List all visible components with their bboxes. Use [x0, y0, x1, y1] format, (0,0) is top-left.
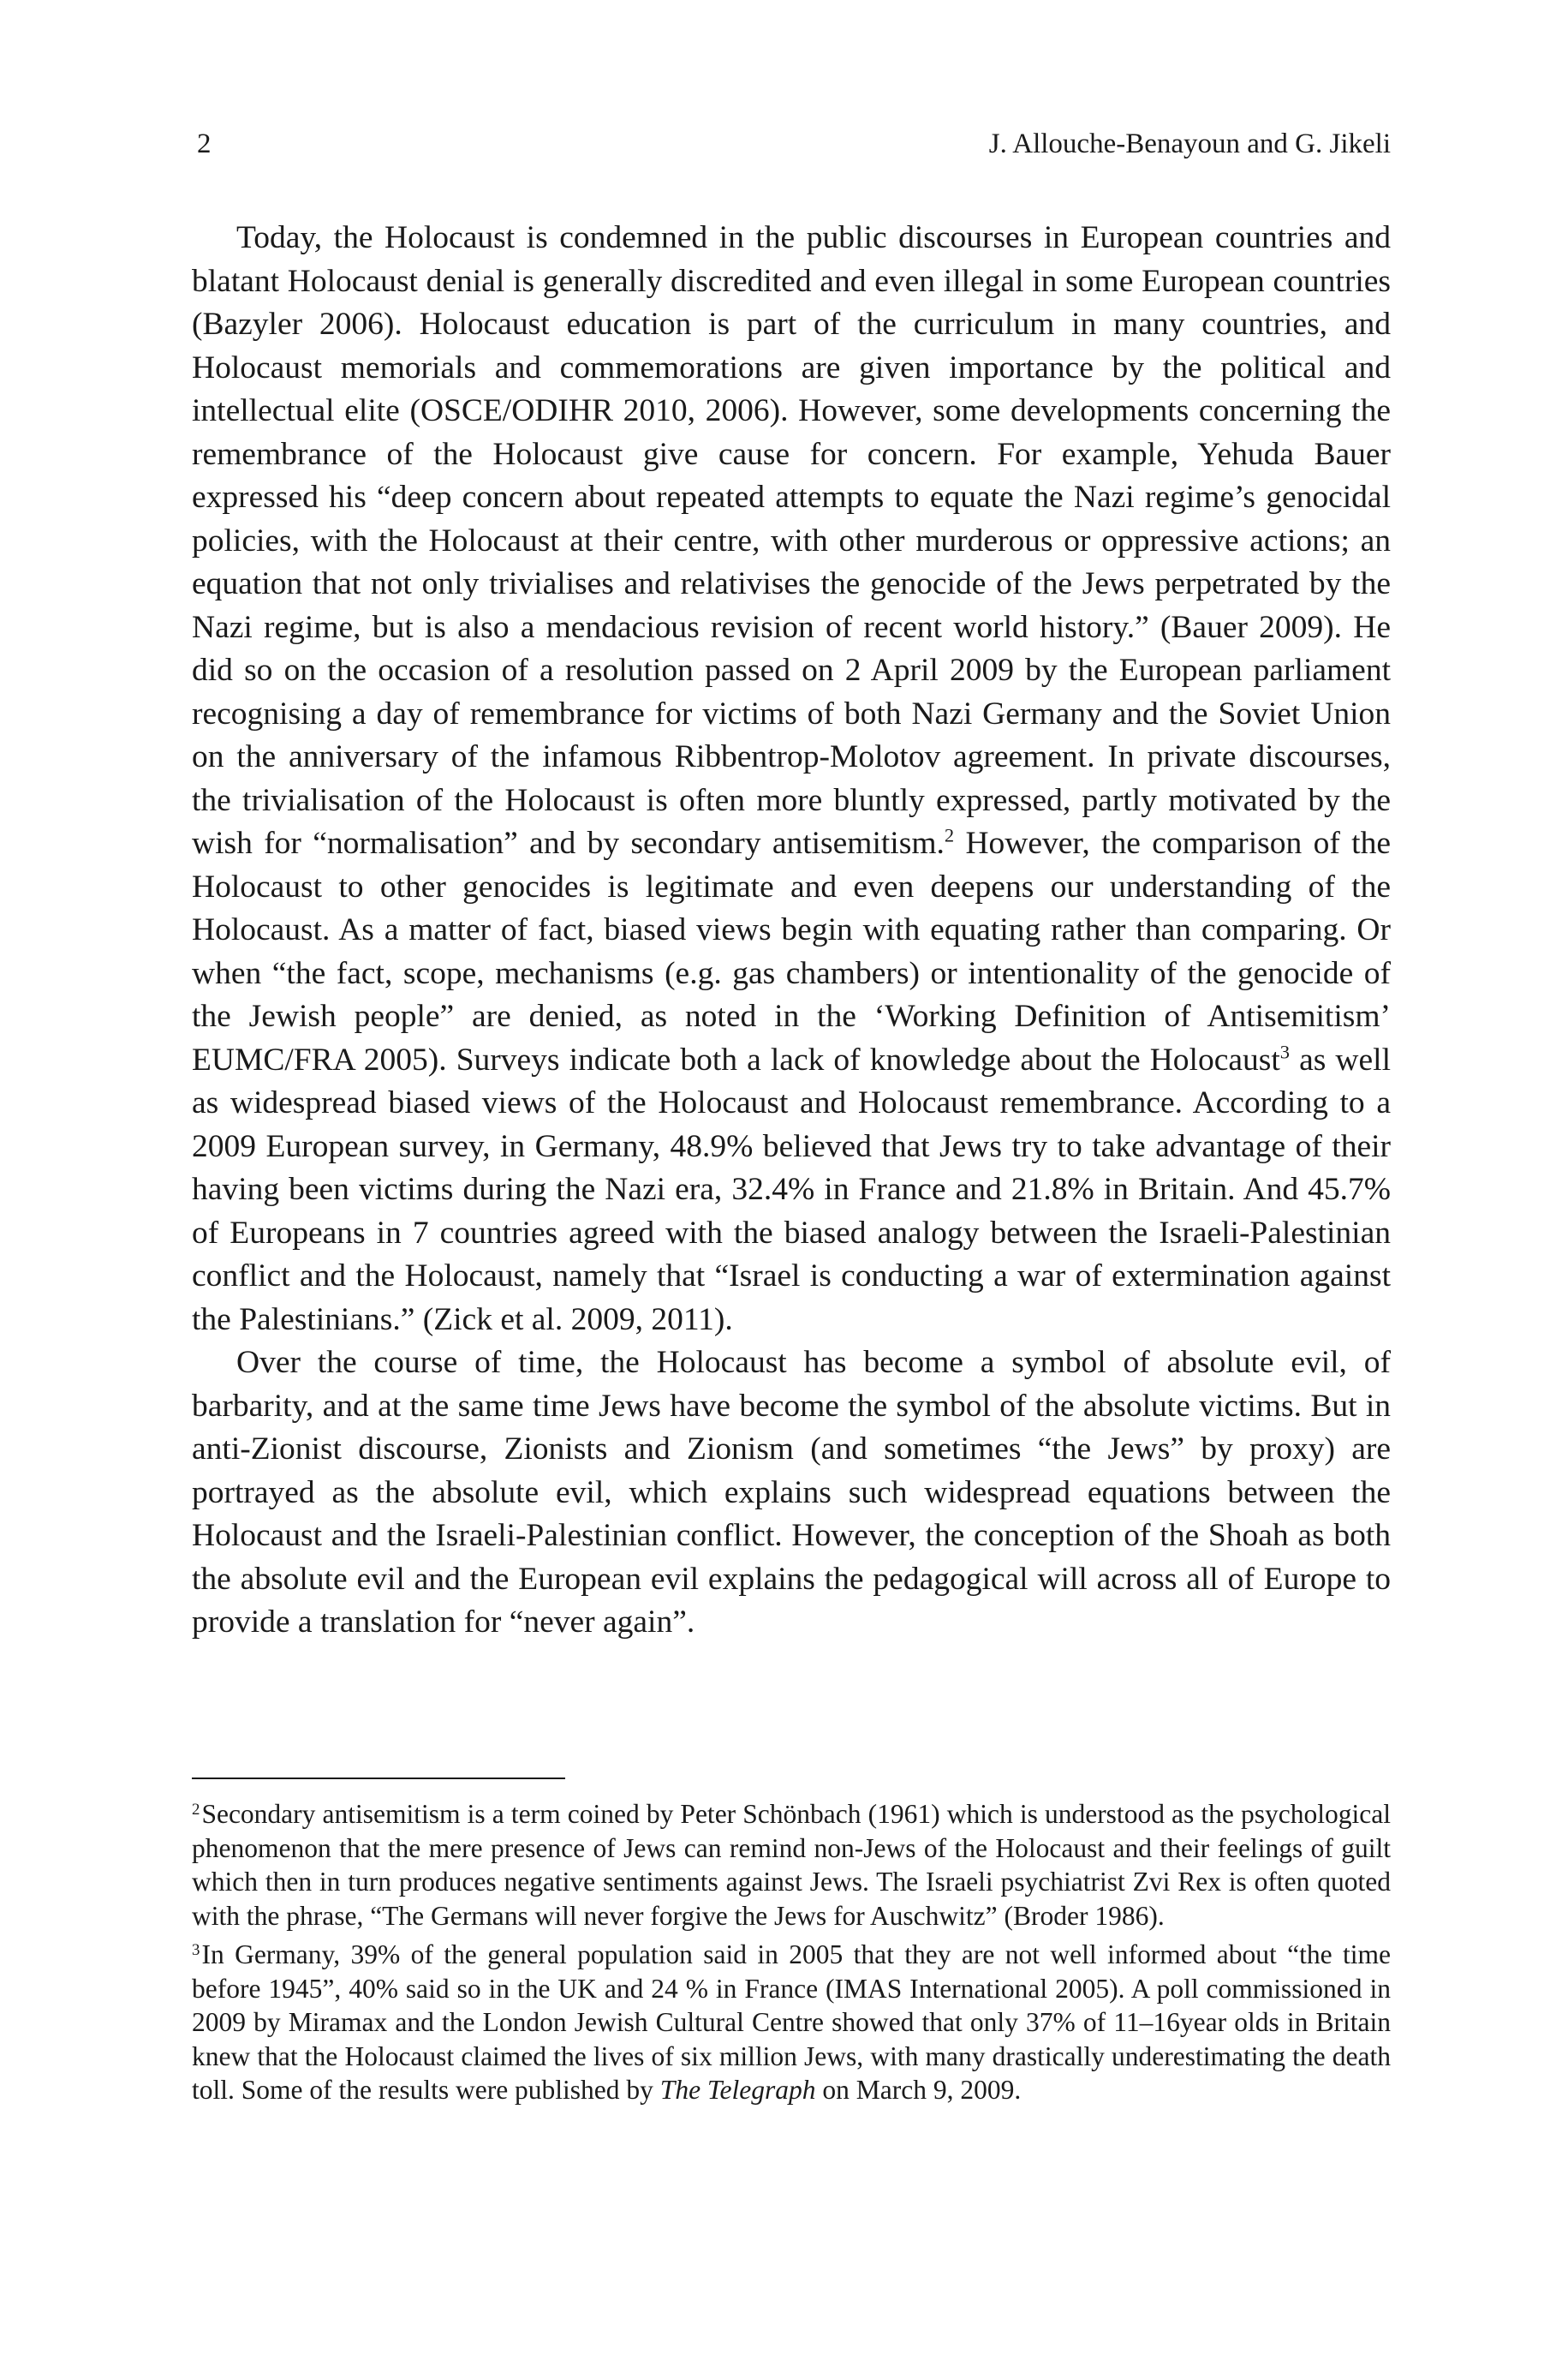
paragraph-text: as well as widespread biased views of the Holocaust and Holocaust remembrance. According to a 2009 European survey, in Germany, 48.9% believed that Jews try to take advantage of their having been victims during the Nazi era, 32.4% in France and 21.8% in Britain. And 45.7% of Europeans in 7 countries agreed with the biased analogy between the Israeli-Palestinian conflict and the Holocaust, namely that “Israel is conducting a war of extermination against the Palestinians.” (Zick et al. 2009, 2011). — [192, 1042, 1391, 1337]
footnote — [192, 1938, 1391, 2107]
footnote — [192, 1797, 1391, 1933]
footnote-number: 3 — [192, 1940, 200, 1959]
paragraph-text: Today, the Holocaust is condemned in the public discourses in European countries and blatant Holocaust denial is generally discredited and even illegal in some European countries (Bazyler 2006). Holocaust education is part of the curriculum in many countries, and Holocaust memorials and commemorations are given importance by the political and intellectual elite (OSCE/ODIHR 2010, 2006). However, some developments concerning the remembrance of the Holocaust give cause for concern. For example, Yehuda Bauer expressed his “deep concern about repeated attempts to equate the Nazi regime’s genocidal policies, with the Holocaust at their centre, with other murderous or oppressive actions; an equation that not only trivialises and relativises the genocide of the Jews perpetrated by the Nazi regime, but is also a mendacious revision of recent world history.” (Bauer 2009). He did so on the occasion of a resolution passed on 2 April 2009 by the European parliament recognising a day of remembrance for victims of both Nazi Germany and the Soviet Union on the anniversary of the infamous Ribbentrop-Molotov agreement. In private discourses, the trivialisation of the Holocaust is often more bluntly expressed, partly motivated by the wish for “normalisation” and by secondary antisemitism. — [192, 220, 1391, 861]
footnote-number: 2 — [192, 1800, 200, 1819]
main-text — [192, 217, 1391, 1645]
body-paragraph — [192, 217, 1391, 1341]
running-head-authors: J. Allouche-Benayoun and G. Jikeli — [988, 128, 1391, 159]
footnote-text: Secondary antisemitism is a term coined by Peter Schönbach (1961) which is understood as the psychological phenomenon that the mere presence of Jews can remind non-Jews of the Holocaust and their feelings of guilt which then in turn produces negative sentiments against Jews. The Israeli psychiatrist Zvi Rex is often quoted with the phrase, “The Germans will never forgive the Jews for Auschwitz” (Broder 1986). — [192, 1799, 1391, 1931]
footnotes — [192, 1797, 1391, 2112]
footnote-text: In Germany, 39% of the general population said in 2005 that they are not well informed about “the time before 1945”, 40% said so in the UK and 24 % in France (IMAS International 2005). A poll commissioned in 2009 by Miramax and the London Jewish Cultural Centre showed that only 37% of 11–16year olds in Britain knew that the Holocaust claimed the lives of six million Jews, with many drastically underestimating the death toll. Some of the results were published by — [192, 1939, 1391, 2105]
publication-title: The Telegraph — [659, 2075, 816, 2105]
page-number: 2 — [197, 128, 212, 159]
footnote-reference[interactable]: 2 — [944, 824, 955, 846]
footnote-text: on March 9, 2009. — [815, 2075, 1022, 2105]
footnote-reference[interactable]: 3 — [1279, 1041, 1291, 1062]
body-paragraph: Over the course of time, the Holocaust has become a symbol of absolute evil, of barbarity, and at the same time Jews have become the symbol of the absolute victims. But in anti-Zionist discourse, Zionists and Zionism (and sometimes “the Jews” by proxy) are portrayed as the absolute evil, which explains such widespread equations between the Holocaust and the Israeli-Palestinian conflict. However, the conception of the Shoah as both the absolute evil and the European evil explains the pedagogical will across all of Europe to provide a translation for “never again”. — [192, 1345, 1391, 1640]
paragraph-text: However, the comparison of the Holocaust to other genocides is legitimate and even deepens our understanding of the Holocaust. As a matter of fact, biased views begin with equating rather than comparing. Or when “the fact, scope, mechanisms (e.g. gas chambers) or intentionality of the genocide of the Jewish people” are denied, as noted in the ‘Working Definition of Antisemitism’ EUMC/FRA 2005). Surveys indicate both a lack of knowledge about the Holocaust — [192, 826, 1391, 1078]
footnote-divider — [192, 1778, 565, 1779]
